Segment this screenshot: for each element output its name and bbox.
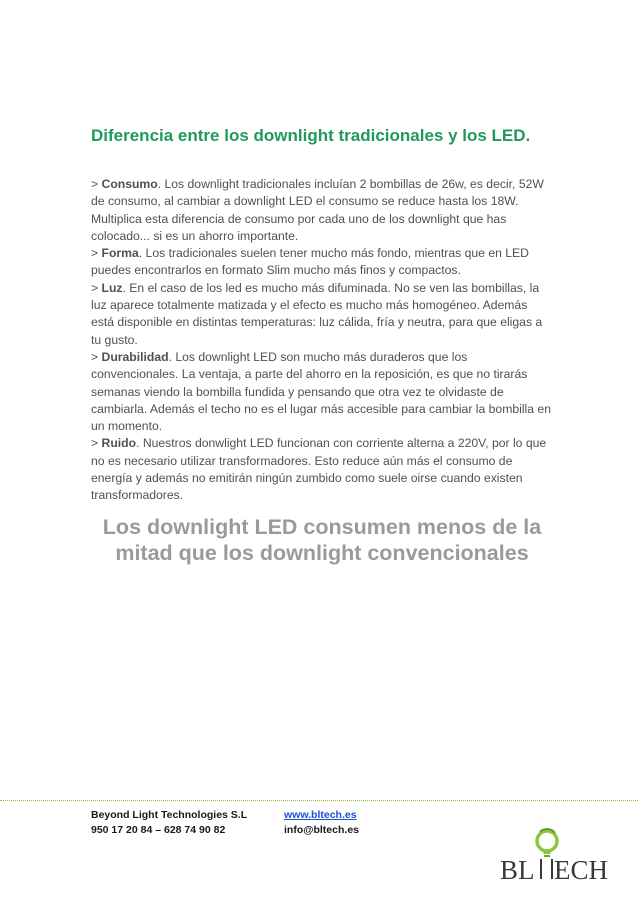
article-body	[91, 176, 553, 505]
term-luz: Luz	[101, 280, 123, 295]
paragraph-text: . Nuestros donwlight LED funcionan con corriente alterna a 220V, por lo que no es necesario utilizar transformadores. Esto reduce aún más el consumo de energía y además no emitirán ningún zumbido como suele oirse cuando existen transformadores.	[91, 436, 547, 503]
term-forma: Forma	[101, 246, 139, 261]
paragraph-forma	[91, 245, 553, 280]
footer-online	[284, 808, 359, 838]
bullet-marker: >	[91, 436, 102, 451]
company-name: Beyond Light Technologies S.L	[91, 809, 248, 821]
paragraph-text: . Los tradicionales suelen tener mucho más fondo, mientras que en LED puedes encontrarlos en formato Slim mucho más finos y compactos.	[91, 246, 529, 278]
bullet-marker: >	[91, 349, 102, 364]
paragraph-consumo	[91, 176, 553, 245]
footer-divider	[0, 800, 638, 801]
bulb-logo-icon	[496, 826, 608, 884]
paragraph-text: . Los downlight tradicionales incluían 2 bombillas de 26w, es decir, 52W de consumo, al cambiar a downlight LED el consumo se reduce hasta los 18W. Multiplica esta diferencia de consumo por cada uno de los downlight que has colocado... si es un ahorro importante.	[91, 177, 544, 243]
footer-contact	[91, 808, 247, 838]
tagline: Los downlight LED consumen menos de la mitad que los downlight convencionales	[102, 515, 542, 565]
paragraph-text: . En el caso de los led es mucho más difuminada. No se ven las bombillas, la luz aparece totalmente matizada y el efecto es mucho más homogéneo. Además está disponible en distintas temperaturas: luz cálida, fría y neutra, para que eligas a tu gusto.	[91, 280, 543, 347]
email-address: info@bltech.es	[284, 824, 359, 836]
website-link[interactable]: www.bltech.es	[284, 809, 357, 821]
paragraph-durabilidad	[91, 349, 553, 435]
term-consumo: Consumo	[101, 177, 158, 191]
paragraph-text: . Los downlight LED son mucho más duraderos que los convencionales. La ventaja, a parte del ahorro en la reposición, es que no tirarás semanas viendo la bombilla fundida y pensando que otra vez te olvidaste de cambiarla. Además el techo no es el lugar más accesible para cambiar la bombilla en un momento.	[91, 349, 551, 434]
section-heading: Diferencia entre los downlight tradicionales y los LED.	[91, 126, 531, 145]
bltech-logo	[496, 826, 608, 884]
term-durabilidad: Durabilidad	[101, 349, 169, 364]
bullet-marker: >	[91, 177, 102, 191]
svg-text:BL: BL	[500, 855, 535, 884]
paragraph-luz	[91, 280, 553, 349]
paragraph-ruido	[91, 435, 553, 504]
bullet-marker: >	[91, 246, 102, 261]
svg-text:ECH: ECH	[554, 855, 608, 884]
bullet-marker: >	[91, 280, 102, 295]
phone-numbers: 950 17 20 84 – 628 74 90 82	[91, 824, 226, 836]
term-ruido: Ruido	[101, 436, 137, 451]
